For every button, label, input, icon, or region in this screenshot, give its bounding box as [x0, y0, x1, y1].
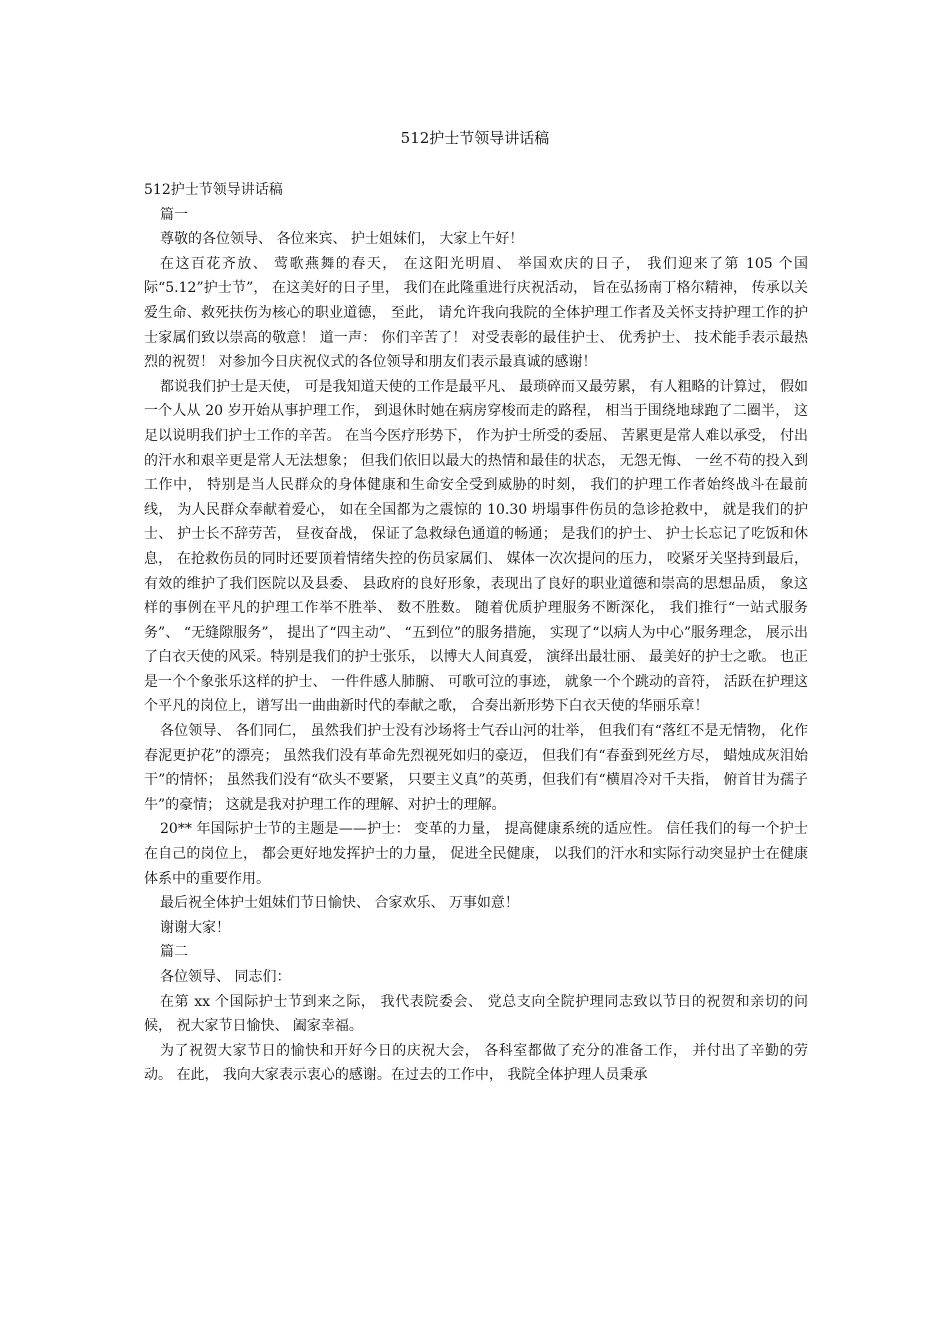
paragraph: 在第 xx 个国际护士节到来之际， 我代表院委会、 党总支向全院护理同志致以节日的祝贺和亲切的问候， 祝大家节日愉快、 阖家幸福。: [144, 993, 808, 1035]
section-label-1: 篇一: [160, 206, 188, 223]
section-label-2: 篇二: [160, 944, 188, 961]
paragraph: 最后祝全体护士姐妹们节日愉快、 合家欢乐、 万事如意！: [160, 895, 519, 912]
paragraph: 20** 年国际护士节的主题是——护士： 变革的力量， 提高健康系统的适应性。 信任我们的每一个护士在自己的岗位上， 都会更好地发挥护士的力量， 促进全民健康， 以我们的汗水和实际行动突显护士在健康体系中的重要作用。: [144, 821, 808, 887]
paragraph: 为了祝贺大家节日的愉快和开好今日的庆祝大会， 各科室都做了充分的准备工作， 并付出了辛勤的劳动。 在此， 我向大家表示衷心的感谢。在过去的工作中， 我院全体护理人员秉承: [144, 1042, 808, 1084]
paragraph: 谢谢大家！: [160, 919, 230, 936]
paragraph: 尊敬的各位领导、 各位来宾、 护士姐妹们， 大家上午好！: [160, 231, 524, 248]
paragraph: 都说我们护士是天使， 可是我知道天使的工作是最平凡、 最琐碎而又最劳累， 有人粗略的计算过， 假如一个人从 20 岁开始从事护理工作， 到退休时她在病房穿梭而走的路程， 相当于围绕地球跑了二圈半， 这足以说明我们护士工作的辛苦。 在当今医疗形势下， 作为护士所受的委屈、 苦累更是常人难以承受， 付出的汗水和艰辛更是常人无法想象； 但我们依旧以最大的热情和最佳的状态， 无怨无悔、 一丝不苟的投入到工作中， 特别是当人民群众的身体健康和生命安全受到威胁的时刻， 我们的护理工作者始终战斗在最前线， 为人民群众奉献着爱心， 如在全国都为之震惊的 10.30 坍塌事件伤员的急诊抢救中， 就是我们的护士、 护士长不辞劳苦， 昼夜奋战， 保证了急救绿色通道的畅通； 是我们的护士、 护士长忘记了吃饭和休息， 在抢救伤员的同时还要顶着情绪失控的伤员家属们、 媒体一次次提问的压力， 咬紧牙关坚持到最后， 有效的维护了我们医院以及县委、 县政府的良好形象，表现出了良好的职业道德和崇高的思想品质， 象这样的事例在平凡的护理工作举不胜举、 数不胜数。 随着优质护理服务不断深化， 我们推行“一站式服务务”、 “无缝隙服务”， 提出了“四主动”、 “五到位”的服务措施， 实现了“以病人为中心”服务理念， 展示出了白衣天使的风采。特别是我们的护士张乐， 以博大人间真爱， 演绎出最壮丽、 最美好的护士之歌。 也正是一个个象张乐这样的护士、 一件件感人肺腑、 可歌可泣的事迹， 就象一个个跳动的音符， 活跃在护理这个平凡的岗位上，谱写出一曲曲新时代的奉献之歌， 合奏出新形势下白衣天使的华丽乐章！: [144, 378, 808, 715]
paragraph: 各位领导、 同志们：: [160, 969, 291, 985]
body-heading: 512护士节领导讲话稿: [144, 182, 283, 198]
document-body: [144, 178, 808, 1088]
paragraph: 各位领导、 各们同仁， 虽然我们护士没有沙场将士气吞山河的壮举， 但我们有“落红不是无情物， 化作春泥更护花”的漂亮； 虽然我们没有革命先烈视死如归的豪迈， 但我们有“春蚕到死丝方尽， 蜡烛成灰泪始干”的情怀； 虽然我们没有“砍头不要紧， 只要主义真”的英勇，但我们有“横眉冷对千夫指， 俯首甘为孺子牛”的豪情； 这就是我对护理工作的理解、对护士的理解。: [144, 723, 808, 813]
document-title: 512护士节领导讲话稿: [400, 129, 550, 147]
paragraph: 在这百花齐放、 莺歌燕舞的春天， 在这阳光明眉、 举国欢庆的日子， 我们迎来了第 105 个国际“5.12”护士节”， 在这美好的日子里， 我们在此隆重进行庆祝活动， 旨在弘扬南丁格尔精神， 传承以关爱生命、救死扶伤为核心的职业道德， 至此， 请允许我向我院的全体护理工作者及关怀支持护理工作的护士家属们致以崇高的敬意！ 道一声： 你们辛苦了！ 对受表彰的最佳护士、 优秀护士、 技术能手表示最热烈的祝贺！ 对参加今日庆祝仪式的各位领导和朋友们表示最真诚的感谢！: [144, 255, 808, 371]
